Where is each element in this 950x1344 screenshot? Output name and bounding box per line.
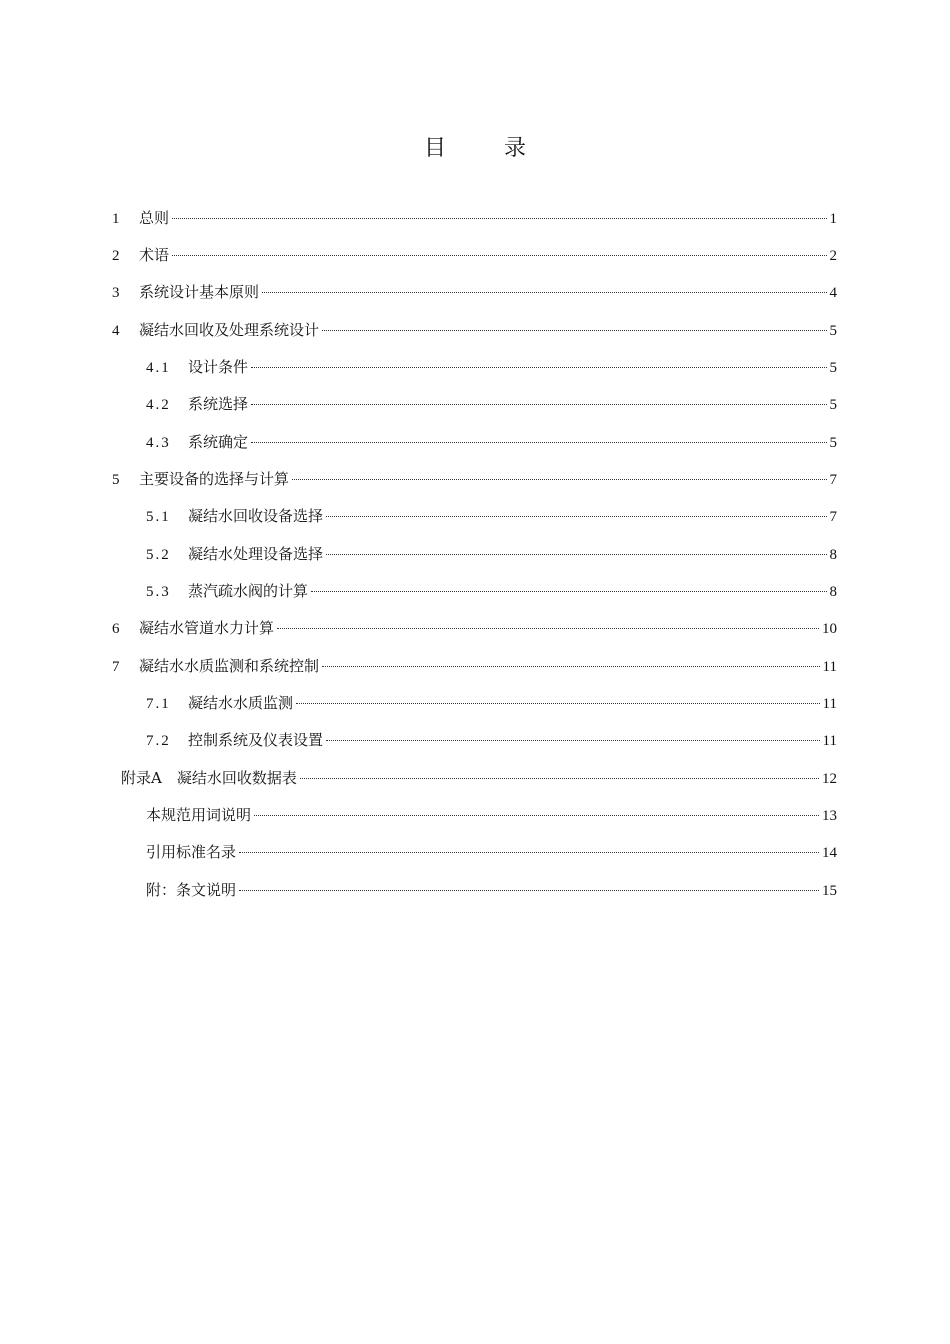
toc-entry[interactable] xyxy=(146,355,837,379)
toc-leader-dots xyxy=(239,852,819,853)
toc-entry-number: 4.2 xyxy=(146,397,171,413)
toc-entry-page: 10 xyxy=(822,621,837,637)
toc-leader-dots xyxy=(251,442,826,443)
toc-entry-page: 7 xyxy=(829,472,837,488)
toc-entry-label: 总则 xyxy=(139,209,170,227)
toc-entry[interactable] xyxy=(146,579,837,603)
toc-leader-dots xyxy=(326,740,820,741)
toc-leader-dots xyxy=(251,404,826,405)
toc-entry-number: 7.1 xyxy=(146,696,171,712)
toc-leader-dots xyxy=(254,815,819,816)
toc-leader-dots xyxy=(292,479,826,480)
toc-entry-page: 1 xyxy=(829,211,837,227)
toc-entry-label: 系统确定 xyxy=(188,433,249,451)
toc-entry[interactable] xyxy=(112,280,837,304)
toc-entry-number: 3 xyxy=(112,285,120,301)
toc-entry-page: 13 xyxy=(822,808,837,824)
toc-leader-dots xyxy=(300,778,819,779)
toc-entry-backmatter[interactable] xyxy=(146,803,837,827)
toc-entry-page: 4 xyxy=(829,285,837,301)
toc-leader-dots xyxy=(326,554,826,555)
toc-entry-label: 控制系统及仪表设置 xyxy=(188,731,324,749)
toc-entry-number: 4.1 xyxy=(146,360,171,376)
toc-entry-label: 系统设计基本原则 xyxy=(139,283,260,301)
toc-leader-dots xyxy=(239,890,819,891)
toc-entry[interactable] xyxy=(146,392,837,416)
toc-entry-number: 5.3 xyxy=(146,584,171,600)
toc-entry[interactable] xyxy=(112,318,837,342)
toc-entry-page: 15 xyxy=(822,883,837,899)
toc-leader-dots xyxy=(172,255,826,256)
toc-entry-page: 7 xyxy=(829,509,837,525)
toc-entry-label: 附录A 凝结水回收数据表 xyxy=(121,769,297,787)
toc-entry[interactable] xyxy=(112,467,837,491)
toc-leader-dots xyxy=(262,292,826,293)
toc-entry-page: 5 xyxy=(829,323,837,339)
toc-entry-label: 凝结水回收及处理系统设计 xyxy=(139,321,320,339)
toc-entry-page: 2 xyxy=(829,248,837,264)
toc-entry-number: 5.2 xyxy=(146,547,171,563)
toc-entry[interactable] xyxy=(146,504,837,528)
toc-entry-page: 11 xyxy=(822,696,837,712)
toc-entry-label: 凝结水处理设备选择 xyxy=(188,545,324,563)
toc-leader-dots xyxy=(326,516,826,517)
toc-entry[interactable] xyxy=(146,430,837,454)
toc-entry-label: 凝结水管道水力计算 xyxy=(139,619,275,637)
toc-entry-page: 5 xyxy=(829,360,837,376)
toc-entry-page: 8 xyxy=(829,584,837,600)
toc-entry-number: 1 xyxy=(112,211,120,227)
toc-leader-dots xyxy=(251,367,826,368)
toc-entry-page: 8 xyxy=(829,547,837,563)
toc-entry-number: 7 xyxy=(112,659,120,675)
toc-entry-page: 11 xyxy=(822,733,837,749)
toc-leader-dots xyxy=(172,218,826,219)
toc-entry[interactable] xyxy=(146,691,837,715)
toc-entry-number: 4 xyxy=(112,323,120,339)
toc-entry[interactable] xyxy=(146,728,837,752)
toc-entry-label: 蒸汽疏水阀的计算 xyxy=(188,582,309,600)
toc-entry-number: 2 xyxy=(112,248,120,264)
toc-entry[interactable] xyxy=(112,243,837,267)
toc-entry-backmatter[interactable] xyxy=(146,878,837,902)
toc-title: 目 录 xyxy=(423,136,544,161)
toc-entry-page: 5 xyxy=(829,397,837,413)
toc-entry-label: 主要设备的选择与计算 xyxy=(139,470,290,488)
toc-entry-label: 引用标准名录 xyxy=(146,843,237,861)
toc-entry[interactable] xyxy=(112,206,837,230)
toc-leader-dots xyxy=(296,703,820,704)
toc-leader-dots xyxy=(322,666,820,667)
toc-entry-page: 14 xyxy=(822,845,837,861)
toc-entry-page: 11 xyxy=(822,659,837,675)
toc-entry-appendix[interactable] xyxy=(121,766,837,790)
toc-leader-dots xyxy=(322,330,826,331)
toc-entry-label: 本规范用词说明 xyxy=(146,806,252,824)
toc-entry-label: 术语 xyxy=(139,246,170,264)
toc-entry-label: 凝结水回收设备选择 xyxy=(188,507,324,525)
toc-entry-label: 凝结水水质监测 xyxy=(188,694,294,712)
toc-entry-number: 5.1 xyxy=(146,509,171,525)
toc-entry[interactable] xyxy=(146,542,837,566)
toc-entry-label: 凝结水水质监测和系统控制 xyxy=(139,657,320,675)
toc-leader-dots xyxy=(277,628,819,629)
toc-entry[interactable] xyxy=(112,616,837,640)
toc-entry-label: 附：条文说明 xyxy=(146,881,237,899)
toc-entry-label: 设计条件 xyxy=(188,358,249,376)
toc-entry-page: 5 xyxy=(829,435,837,451)
toc-entry-number: 4.3 xyxy=(146,435,171,451)
toc-entry-number: 6 xyxy=(112,621,120,637)
toc-entry-label: 系统选择 xyxy=(188,395,249,413)
toc-entry-page: 12 xyxy=(822,771,837,787)
toc-entry-backmatter[interactable] xyxy=(146,840,837,864)
toc-entry-number: 7.2 xyxy=(146,733,171,749)
toc-entry[interactable] xyxy=(112,654,837,678)
toc-entry-number: 5 xyxy=(112,472,120,488)
toc-leader-dots xyxy=(311,591,826,592)
